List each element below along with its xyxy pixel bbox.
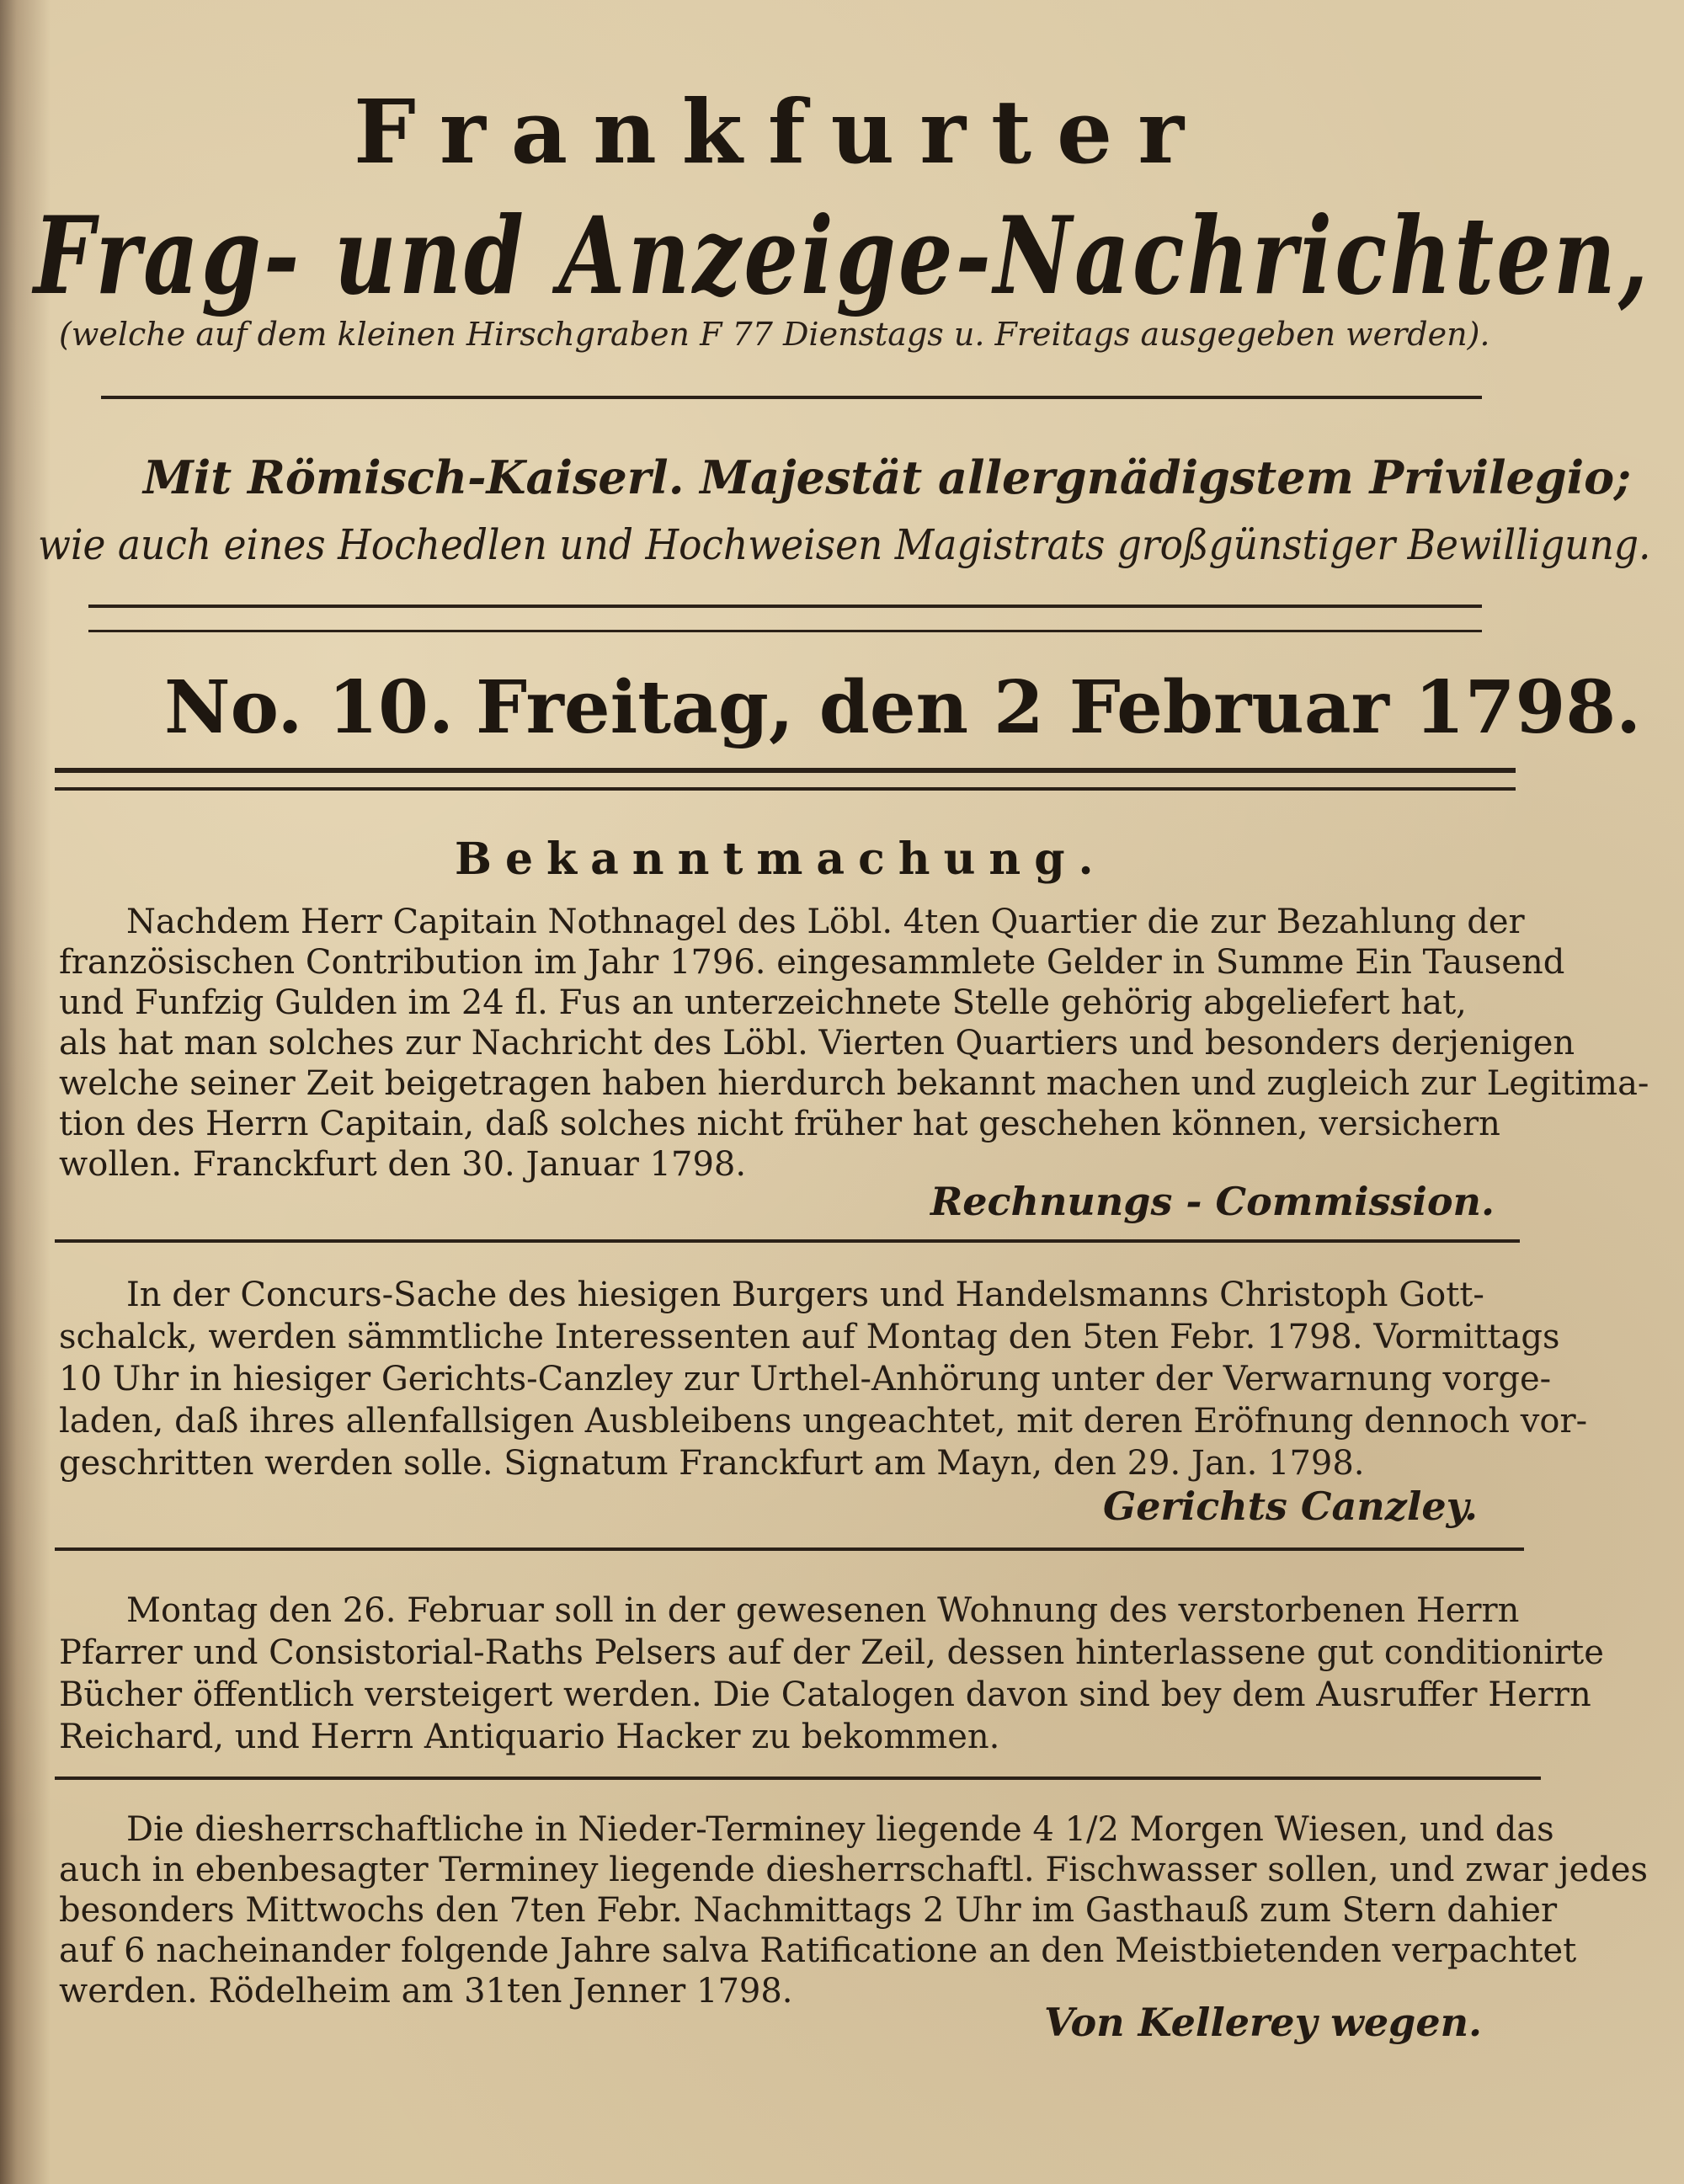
notice-line: welche seiner Zeit beigetragen haben hierdurch bekannt machen und zugleich zur Legitima- xyxy=(59,1064,1649,1103)
notice-line: tion des Herrn Capitain, daß solches nicht früher hat geschehen können, versichern xyxy=(59,1105,1500,1143)
notice-line: französischen Contribution im Jahr 1796. eingesammlete Gelder in Summe Ein Tausend xyxy=(59,943,1565,982)
divider-rule xyxy=(101,396,1482,399)
privilege-line2: wie auch eines Hochedlen und Hochweisen Magistrats großgünstiger Bewilligung. xyxy=(38,520,1651,569)
issue-number: No. 10. xyxy=(164,665,454,750)
notice-signature: Gerichts Canzley. xyxy=(1103,1484,1479,1529)
notice-line: Pfarrer und Consistorial-Raths Pelsers auf der Zeil, dessen hinterlassene gut conditionirte xyxy=(59,1633,1604,1672)
notice-line: Die diesherrschaftliche in Nieder-Terminey liegende 4 1/2 Morgen Wiesen, und das xyxy=(126,1810,1554,1849)
notice-line: auf 6 nacheinander folgende Jahre salva Ratificatione an den Meistbietenden verpachtet xyxy=(59,1931,1577,1970)
notice-line: als hat man solches zur Nachricht des Löbl. Vierten Quartiers und besonders derjenigen xyxy=(59,1024,1575,1063)
notice-line: Bücher öffentlich versteigert werden. Die Catalogen davon sind bey dem Ausruffer Herrn xyxy=(59,1675,1591,1714)
notice-line: wollen. Franckfurt den 30. Januar 1798. xyxy=(59,1145,747,1184)
notice-line: Montag den 26. Februar soll in der gewesenen Wohnung des verstorbenen Herrn xyxy=(126,1591,1520,1630)
notice-line: laden, daß ihres allenfallsigen Ausbleibens ungeachtet, mit deren Eröfnung dennoch vor- xyxy=(59,1402,1588,1441)
notice-line: und Funfzig Gulden im 24 fl. Fus an unterzeichnete Stelle gehörig abgeliefert hat, xyxy=(59,983,1467,1022)
divider-rule xyxy=(55,1239,1520,1243)
divider-rule xyxy=(88,630,1482,632)
masthead-title-line1: Frankfurter xyxy=(354,80,1210,184)
masthead-title-line2: Frag- und Anzeige-Nachrichten, xyxy=(34,194,1651,318)
notice-line: 10 Uhr in hiesiger Gerichts-Canzley zur Urthel-Anhörung unter der Verwarnung vorge- xyxy=(59,1360,1552,1398)
notice-signature: Von Kellerey wegen. xyxy=(1044,2000,1483,2045)
divider-rule xyxy=(55,768,1516,773)
notice-signature: Rechnungs - Commission. xyxy=(930,1179,1495,1224)
notice-heading: Bekanntmachung. xyxy=(455,834,1107,885)
notice-line: besonders Mittwochs den 7ten Febr. Nachmittags 2 Uhr im Gasthauß zum Stern dahier xyxy=(59,1891,1558,1930)
masthead-subtitle: (welche auf dem kleinen Hirschgraben F 77 Dienstags u. Freitags ausgegeben werden). xyxy=(59,316,1490,353)
issue-date: Freitag, den 2 Februar 1798. xyxy=(476,665,1642,750)
divider-rule xyxy=(55,1547,1524,1551)
notice-line: Reichard, und Herrn Antiquario Hacker zu bekommen. xyxy=(59,1718,1000,1756)
notice-line: schalck, werden sämmtliche Interessenten auf Montag den 5ten Febr. 1798. Vormittags xyxy=(59,1318,1560,1356)
divider-rule xyxy=(88,605,1482,608)
notice-line: auch in ebenbesagter Terminey liegende diesherrschaftl. Fischwasser sollen, und zwar jedes xyxy=(59,1851,1649,1889)
notice-line: Nachdem Herr Capitain Nothnagel des Löbl. 4ten Quartier die zur Bezahlung der xyxy=(126,903,1525,941)
notice-line: geschritten werden solle. Signatum Franckfurt am Mayn, den 29. Jan. 1798. xyxy=(59,1444,1365,1483)
notice-line: werden. Rödelheim am 31ten Jenner 1798. xyxy=(59,1972,793,2011)
divider-rule xyxy=(55,1776,1541,1780)
privilege-line1: Mit Römisch-Kaiserl. Majestät allergnädigstem Privilegio; xyxy=(143,450,1632,504)
divider-rule xyxy=(55,787,1516,791)
notice-line: In der Concurs-Sache des hiesigen Burgers und Handelsmanns Christoph Gott- xyxy=(126,1276,1484,1314)
